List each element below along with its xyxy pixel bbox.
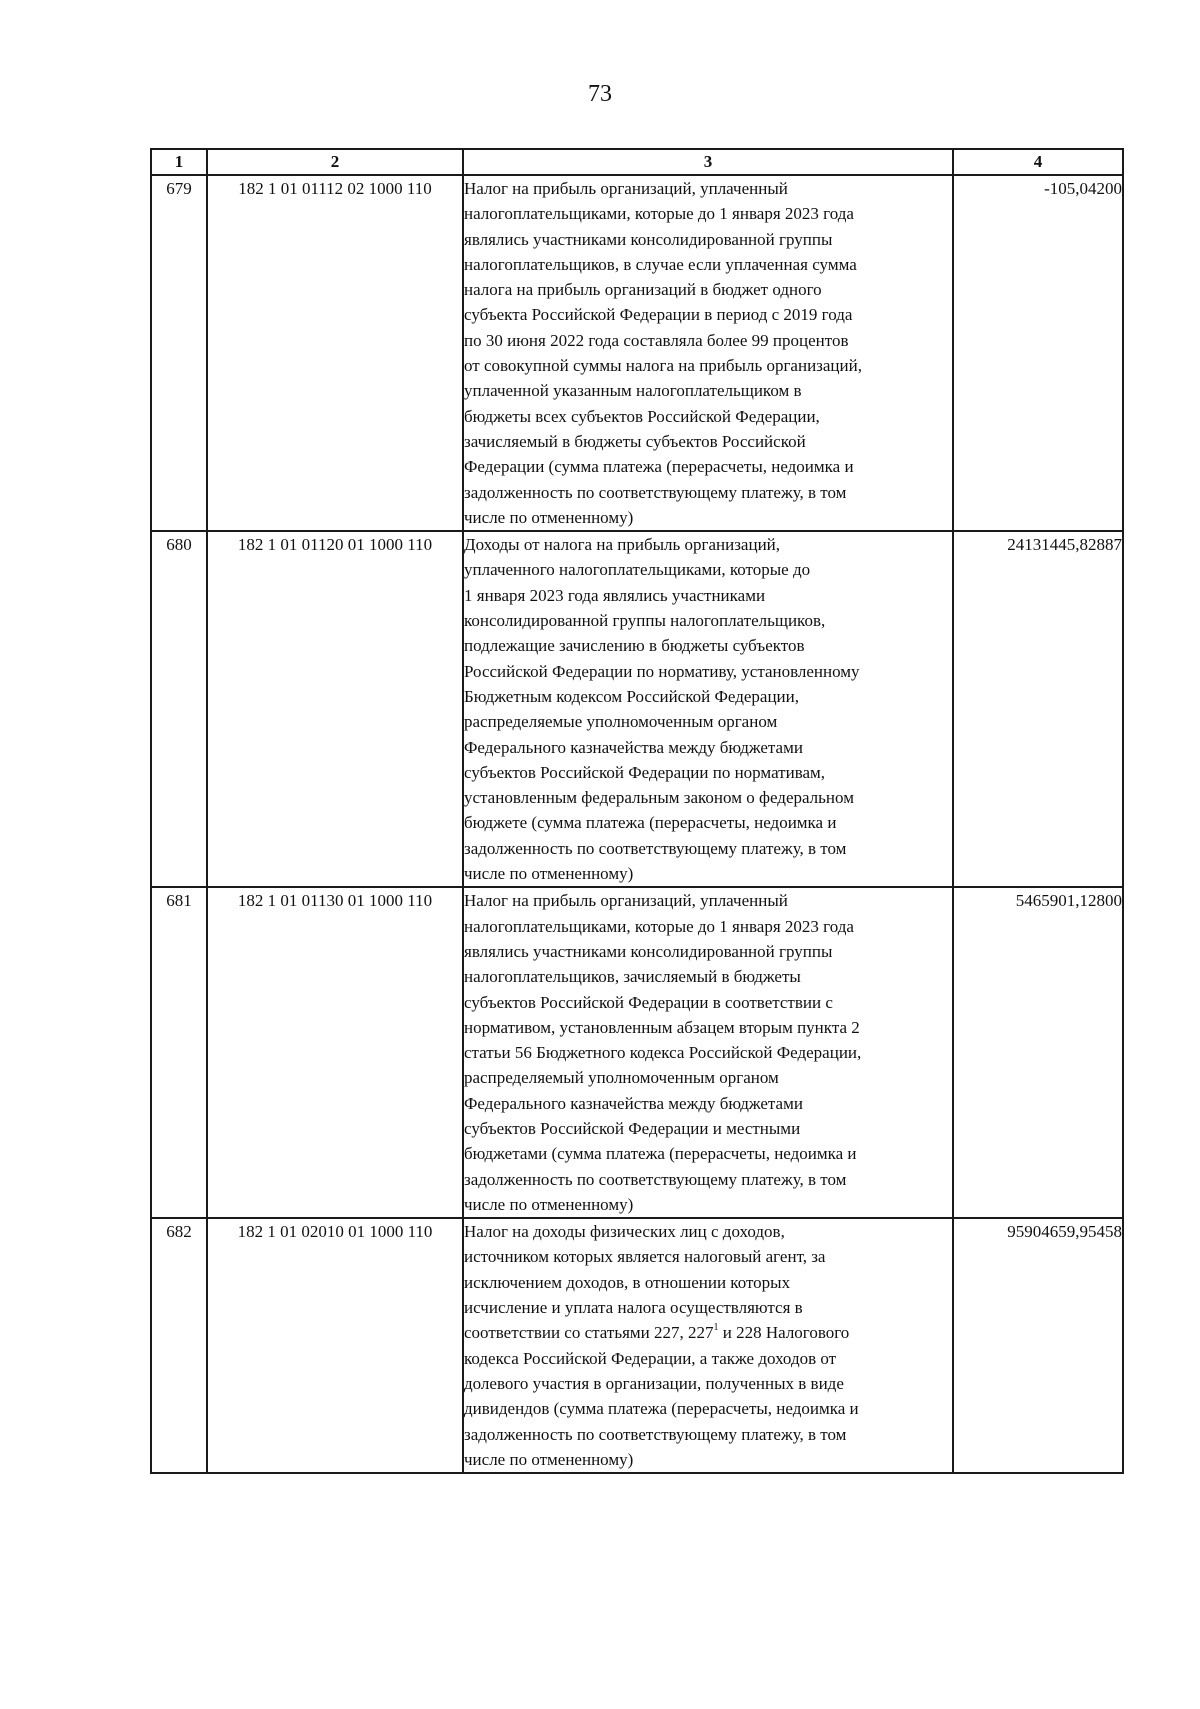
description-line: бюджете (сумма платежа (перерасчеты, недоимка и	[464, 813, 837, 833]
description-line: задолженность по соответствующему платежу, в том	[464, 1424, 847, 1444]
description-line: уплаченного налогоплательщиками, которые до	[464, 560, 811, 580]
description-line: субъектов Российской Федерации и местными	[464, 1118, 801, 1138]
table-row	[151, 887, 1123, 1218]
description-line: субъектов Российской Федерации по нормативам,	[464, 762, 826, 782]
revenue-description	[463, 1218, 953, 1473]
description-line: бюджетами (сумма платежа (перерасчеты, недоимка и	[464, 1144, 857, 1164]
row-number: 679	[151, 175, 207, 531]
amount: 24131445,82887	[953, 531, 1123, 887]
description-line: числе по отмененному)	[464, 1449, 634, 1469]
description-line: задолженность по соответствующему платежу, в том	[464, 1169, 847, 1189]
description-line: Доходы от налога на прибыль организаций,	[464, 535, 781, 555]
header-col-2: 2	[207, 149, 463, 175]
description-line: являлись участниками консолидированной группы	[464, 941, 833, 961]
description-line: налогоплательщиками, которые до 1 января 2023 года	[464, 204, 854, 224]
revenue-description	[463, 531, 953, 887]
description-line: задолженность по соответствующему платежу, в том	[464, 482, 847, 502]
table-row	[151, 175, 1123, 531]
description-line: Бюджетным кодексом Российской Федерации,	[464, 686, 800, 706]
description-line-with-superscript	[464, 1320, 952, 1345]
description-line: Налог на прибыль организаций, уплаченный	[464, 179, 788, 198]
description-line: исключением доходов, в отношении которых	[464, 1272, 791, 1292]
amount: 95904659,95458	[953, 1218, 1123, 1473]
amount: 5465901,12800	[953, 887, 1123, 1218]
description-line: распределяемый уполномоченным органом	[464, 1068, 779, 1088]
table-header-row	[151, 149, 1123, 175]
description-line: Российской Федерации по нормативу, установленному	[464, 661, 860, 681]
description-line: Федерального казначейства между бюджетами	[464, 737, 803, 757]
description-line: бюджеты всех субъектов Российской Федерации,	[464, 406, 820, 426]
description-line: зачисляемый в бюджеты субъектов Российской	[464, 431, 806, 451]
budget-revenue-table	[150, 148, 1124, 1474]
superscript-line-end: и 228 Налогового	[718, 1323, 850, 1343]
description-line: Федерации (сумма платежа (перерасчеты, недоимка и	[464, 457, 854, 477]
description-line: числе по отмененному)	[464, 1194, 634, 1214]
budget-code: 182 1 01 01120 01 1000 110	[207, 531, 463, 887]
description-line: источником которых является налоговый агент, за	[464, 1247, 826, 1267]
description-line: субъектов Российской Федерации в соответствии с	[464, 992, 833, 1012]
description-line: подлежащие зачислению в бюджеты субъектов	[464, 636, 805, 656]
table-row	[151, 1218, 1123, 1473]
description-line: субъекта Российской Федерации в период с 2019 года	[464, 305, 853, 325]
description-line: распределяемые уполномоченным органом	[464, 712, 778, 732]
superscript-line-start: соответствии со статьями 227, 227	[464, 1323, 714, 1343]
description-line: консолидированной группы налогоплательщиков,	[464, 611, 826, 631]
header-col-4: 4	[953, 149, 1123, 175]
description-line: Налог на прибыль организаций, уплаченный	[464, 891, 788, 911]
budget-code: 182 1 01 01112 02 1000 110	[207, 175, 463, 531]
article-superscript: 1	[713, 1322, 719, 1334]
description-line: долевого участия в организации, полученных в виде	[464, 1373, 844, 1393]
description-line: Федерального казначейства между бюджетами	[464, 1093, 803, 1113]
description-line: исчисление и уплата налога осуществляются в	[464, 1298, 803, 1318]
description-line: задолженность по соответствующему платежу, в том	[464, 838, 847, 858]
description-line: дивидендов (сумма платежа (перерасчеты, недоимка и	[464, 1399, 859, 1419]
description-line: статьи 56 Бюджетного кодекса Российской Федерации,	[464, 1043, 862, 1063]
row-number: 680	[151, 531, 207, 887]
page-number: 73	[588, 81, 612, 107]
description-line: налогоплательщиков, зачисляемый в бюджеты	[464, 967, 801, 987]
description-line: от совокупной суммы налога на прибыль организаций,	[464, 356, 862, 376]
row-number: 682	[151, 1218, 207, 1473]
header-col-3: 3	[463, 149, 953, 175]
description-line: нормативом, установленным абзацем вторым пункта 2	[464, 1017, 860, 1037]
budget-code: 182 1 01 02010 01 1000 110	[207, 1218, 463, 1473]
budget-code: 182 1 01 01130 01 1000 110	[207, 887, 463, 1218]
description-line: 1 января 2023 года являлись участниками	[464, 585, 766, 605]
description-line: налогоплательщиков, в случае если уплаченная сумма	[464, 254, 857, 274]
revenue-description	[463, 175, 953, 531]
description-line: являлись участниками консолидированной группы	[464, 229, 833, 249]
revenue-description	[463, 887, 953, 1218]
description-line: налогоплательщиками, которые до 1 января 2023 года	[464, 916, 854, 936]
description-line: Налог на доходы физических лиц с доходов,	[464, 1222, 785, 1242]
amount: -105,04200	[953, 175, 1123, 531]
description-line: уплаченной указанным налогоплательщиком в	[464, 381, 802, 401]
table-row	[151, 531, 1123, 887]
description-line: установленным федеральным законом о федеральном	[464, 788, 854, 808]
header-col-1: 1	[151, 149, 207, 175]
description-line: кодекса Российской Федерации, а также доходов от	[464, 1348, 837, 1368]
description-line: налога на прибыль организаций в бюджет одного	[464, 280, 822, 300]
row-number: 681	[151, 887, 207, 1218]
description-line: числе по отмененному)	[464, 507, 634, 527]
description-line: по 30 июня 2022 года составляла более 99 процентов	[464, 330, 849, 350]
description-line: числе по отмененному)	[464, 864, 634, 884]
